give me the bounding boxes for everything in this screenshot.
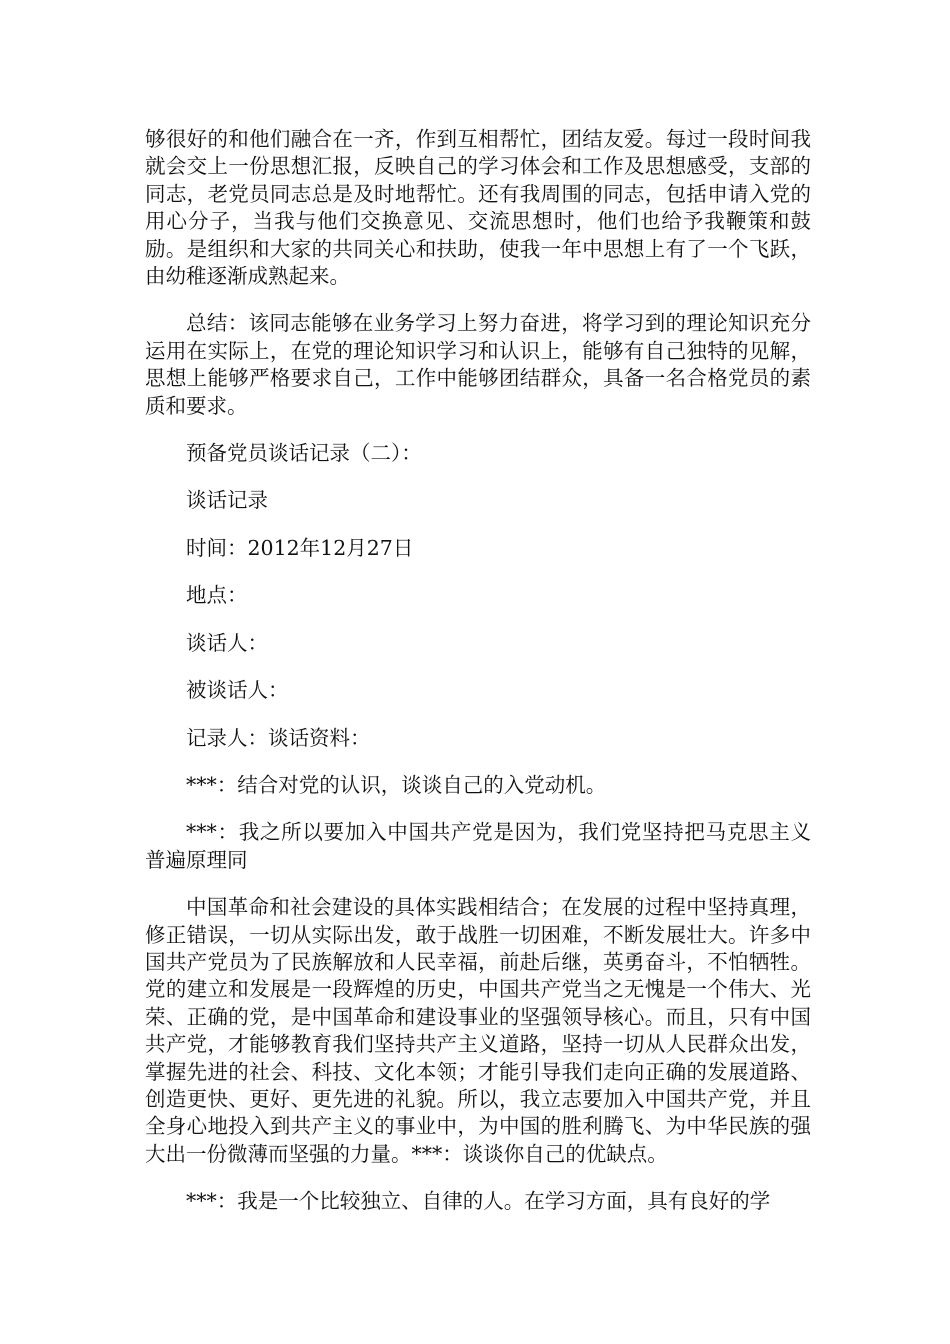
answer-motivation-continued: 中国革命和社会建设的具体实践相结合；在发展的过程中坚持真理，修正错误，一切从实际出发，敢于战胜一切困难，不断发展壮大。许多中国共产党员为了民族解放和人民幸福，前赴后继，英勇奋斗，不怕牺牲。党的建立和发展是一段辉煌的历史，中国共产党当之无愧是一个伟大、光荣、正确的党，是中国革命和建设事业的坚强领导核心。而且，只有中国共产党，才能够教育我们坚持共产主义道路，坚持一切从人民群众出发，掌握先进的社会、科技、文化本领；才能引导我们走向正确的发展道路、创造更快、更好、更先进的礼貌。所以，我立志要加入中国共产党，并且全身心地投入到共产主义的事业中，为中国的胜利腾飞、为中华民族的强大出一份微薄而坚强的力量。***：谈谈你自己的优缺点。 [145, 895, 811, 1166]
record-time: 时间：2012年12月27日 [186, 535, 414, 560]
document-page [145, 126, 811, 1236]
record-title: 谈话记录 [186, 488, 268, 513]
answer-strengths: ***：我是一个比较独立、自律的人。在学习方面，具有良好的学 [186, 1189, 771, 1214]
paragraph-continuation: 够很好的和他们融合在一齐，作到互相帮忙，团结友爱。每过一段时间我就会交上一份思想汇报，反映自己的学习体会和工作及思想感受，支部的同志，老党员同志总是及时地帮忙。还有我周围的同志，包括申请入党的用心分子，当我与他们交换意见、交流思想时，他们也给予我鞭策和鼓励。是组织和大家的共同关心和扶助，使我一年中思想上有了一个飞跃，由幼稚逐渐成熟起来。 [145, 127, 811, 289]
record-interviewer: 谈话人： [186, 630, 268, 655]
section-heading: 预备党员谈话记录（二）： [186, 441, 422, 466]
paragraph-summary: 总结：该同志能够在业务学习上努力奋进，将学习到的理论知识充分运用在实际上，在党的理论知识学习和认识上，能够有自己独特的见解，思想上能够严格要求自己，工作中能够团结群众，具备一名合格党员的素质和要求。 [145, 311, 811, 418]
record-location: 地点： [186, 583, 248, 608]
record-interviewee: 被谈话人： [186, 678, 289, 703]
record-recorder: 记录人：谈话资料： [186, 725, 371, 750]
answer-motivation: ***：我之所以要加入中国共产党是因为，我们党坚持把马克思主义普遍原理同 [145, 820, 811, 872]
question-motivation: ***：结合对党的认识，谈谈自己的入党动机。 [186, 772, 607, 797]
